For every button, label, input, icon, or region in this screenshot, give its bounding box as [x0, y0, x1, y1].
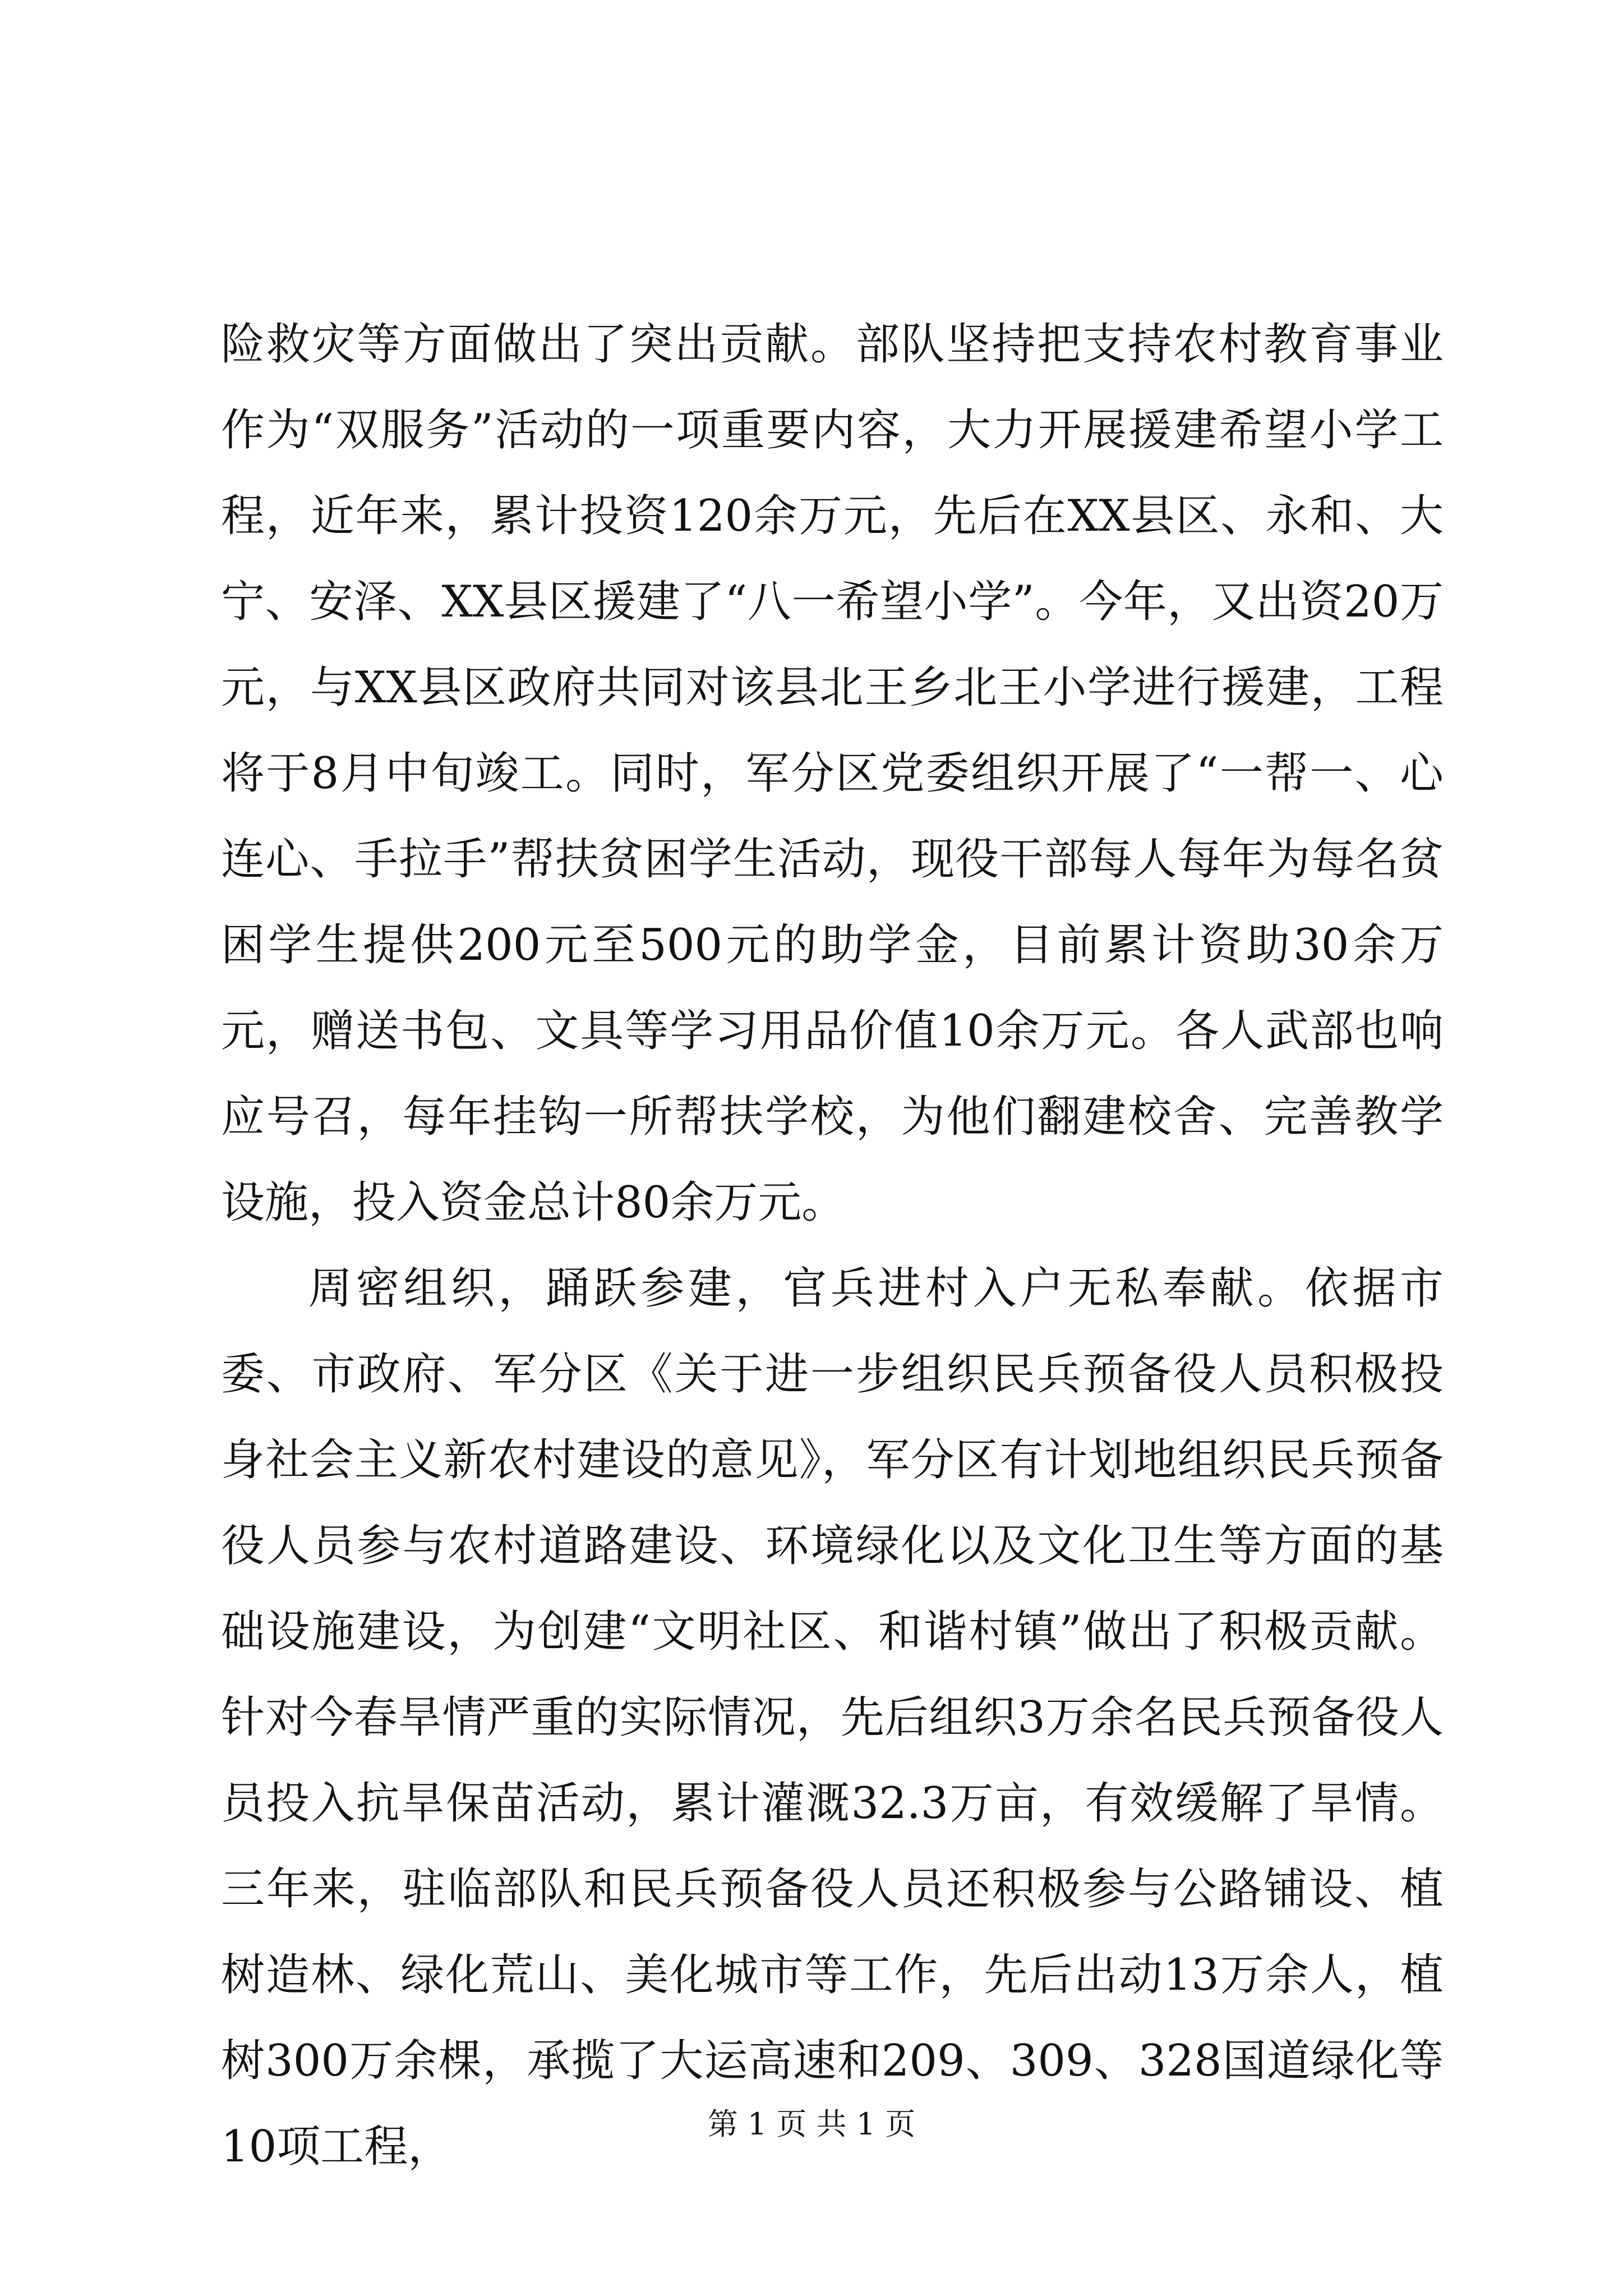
paragraph-2: 周密组织，踊跃参建，官兵进村入户无私奉献。依据市委、市政府、军分区《关于进一步组织民兵预备役人员积极投身社会主义新农村建设的意见》，军分区有计划地组织民兵预备役人员参与农村道路建设、环境绿化以及文化卫生等方面的基础设施建设，为创建“文明社区、和谐村镇”做出了积极贡献。针对今春旱情严重的实际情况，先后组织3万余名民兵预备役人员投入抗旱保苗活动，累计灌溉32.3万亩，有效缓解了旱情。三年来，驻临部队和民兵预备役人员还积极参与公路铺设、植树造林、绿化荒山、美化城市等工作，先后出动13万余人，植树300万余棵，承揽了大运高速和209、309、328国道绿化等10项工程，: [221, 1263, 1444, 2172]
document-body: [221, 302, 1444, 2190]
paragraph-1: 险救灾等方面做出了突出贡献。部队坚持把支持农村教育事业作为“双服务”活动的一项重要内容，大力开展援建希望小学工程，近年来，累计投资120余万元，先后在XX县区、永和、大宁、安泽、XX县区援建了“八一希望小学”。今年，又出资20万元，与XX县区政府共同对该县北王乡北王小学进行援建，工程将于8月中旬竣工。同时，军分区党委组织开展了“一帮一、心连心、手拉手”帮扶贫困学生活动，现役干部每人每年为每名贫困学生提供200元至500元的助学金，目前累计资助30余万元，赠送书包、文具等学习用品价值10余万元。各人武部也响应号召，每年挂钩一所帮扶学校，为他们翻建校舍、完善教学设施，投入资金总计80余万元。: [221, 319, 1444, 1228]
page-footer: 第 1 页 共 1 页: [707, 2106, 916, 2142]
